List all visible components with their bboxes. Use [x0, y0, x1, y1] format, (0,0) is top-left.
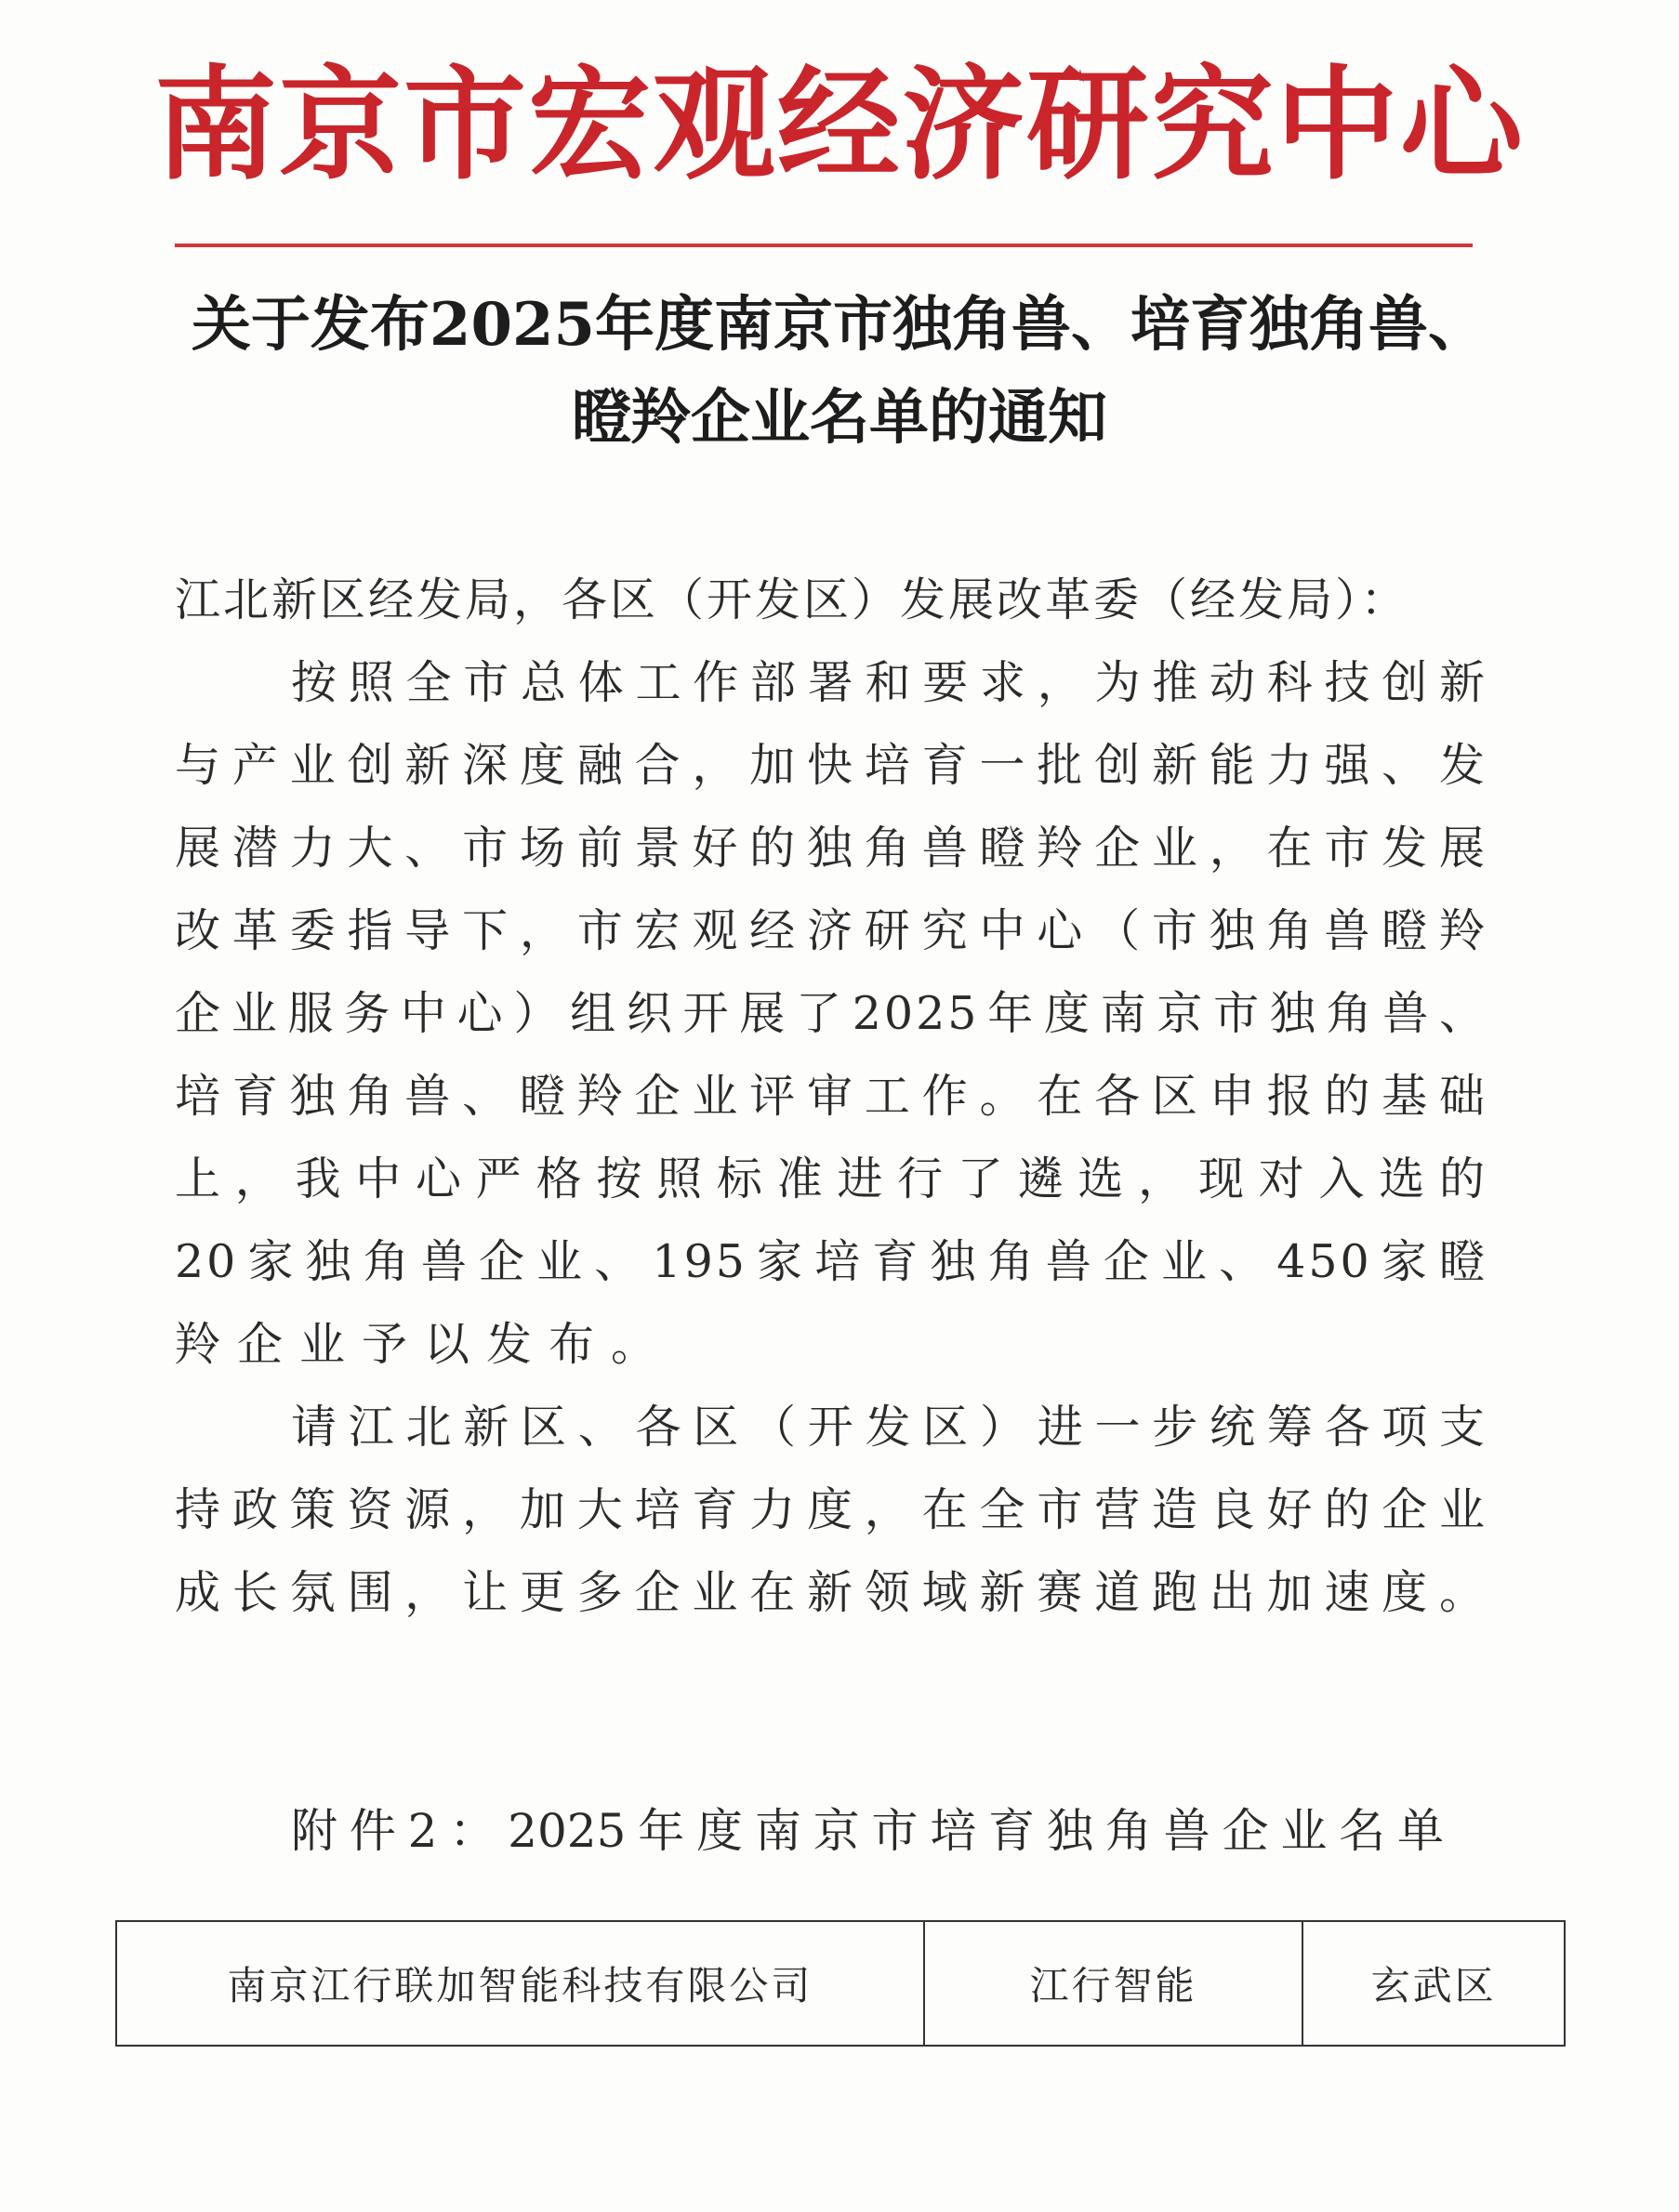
body-line: 持政策资源，加大培育力度，在全市营造良好的企业 — [175, 1483, 1487, 1536]
table-row — [116, 1921, 1565, 2046]
body-line: 展潜力大、市场前景好的独角兽瞪羚企业，在市发展 — [175, 822, 1487, 875]
table-cell-short-name: 江行智能 — [924, 1921, 1302, 2046]
body-line: 企业服务中心）组织开展了2025年度南京市独角兽、 — [175, 987, 1487, 1040]
body-line-salutation: 江北新区经发局，各区（开发区）发展改革委（经发局）： — [175, 573, 1409, 626]
body-line: 成长氛围，让更多企业在新领域新赛道跑出加速度。 — [175, 1566, 1487, 1619]
company-table — [115, 1920, 1566, 2047]
notice-title-line-2: 瞪羚企业名单的通知 — [572, 383, 1107, 453]
body-line: 20家独角兽企业、195家培育独角兽企业、450家瞪 — [175, 1235, 1487, 1288]
attachment-caption: 附件2：2025年度南京市培育独角兽企业名单 — [291, 1804, 1444, 1858]
letterhead-red-rule — [175, 244, 1473, 247]
body-line: 培育独角兽、瞪羚企业评审工作。在各区申报的基础 — [175, 1070, 1487, 1123]
body-line: 请江北新区、各区（开发区）进一步统筹各项支 — [291, 1401, 1487, 1454]
notice-title-line-1: 关于发布2025年度南京市独角兽、培育独角兽、 — [191, 290, 1488, 360]
letterhead-org-name: 南京市宏观经济研究中心 — [154, 53, 1525, 197]
body-line: 羚企业予以发布。 — [175, 1318, 674, 1371]
table-cell-district: 玄武区 — [1302, 1921, 1565, 2046]
table-cell-company: 南京江行联加智能科技有限公司 — [116, 1921, 924, 2046]
body-line: 按照全市总体工作部署和要求，为推动科技创新 — [291, 656, 1487, 709]
body-line: 改革委指导下，市宏观经济研究中心（市独角兽瞪羚 — [175, 904, 1487, 957]
body-line: 上，我中心严格按照标准进行了遴选，现对入选的 — [175, 1152, 1487, 1205]
body-line: 与产业创新深度融合，加快培育一批创新能力强、发 — [175, 739, 1487, 792]
